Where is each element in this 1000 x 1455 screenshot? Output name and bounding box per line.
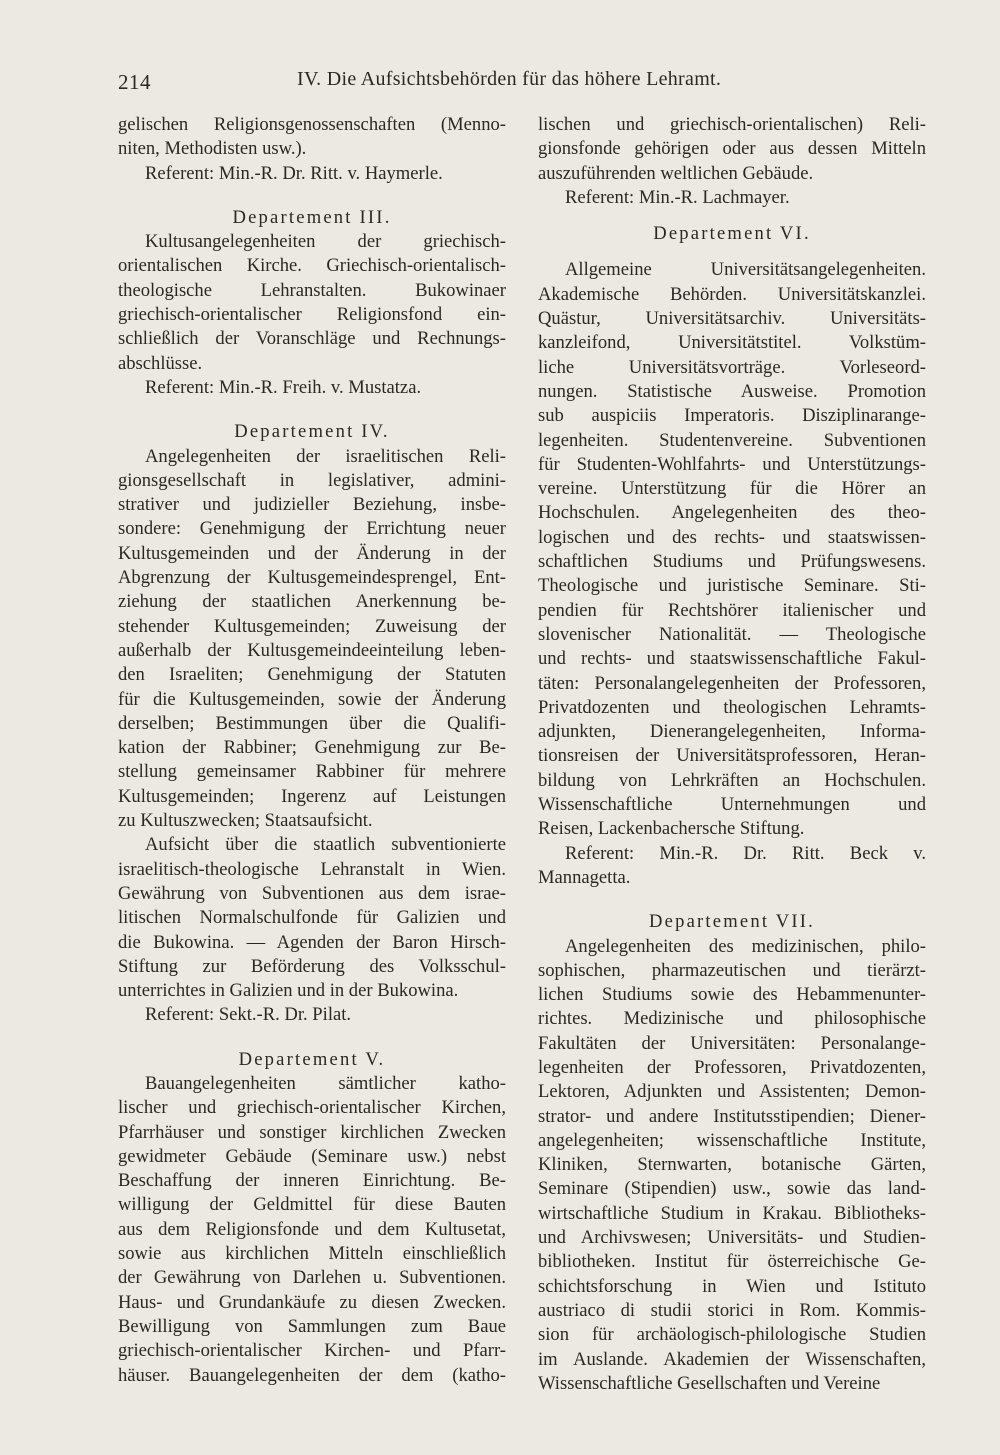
text-line: täten: Personalangelegenheiten der Professoren, xyxy=(538,672,926,694)
text-line: Akademische Behörden. Universitätskanzlei. xyxy=(538,283,926,305)
text-line: für Studenten-Wohlfahrts- und Unterstützungs- xyxy=(538,453,926,475)
text-line: vereine. Unterstützung für die Hörer an xyxy=(538,478,926,500)
text-line: Fakultäten der Universitäten: Personalange- xyxy=(538,1032,926,1054)
text-line: kation der Rabbiner; Genehmigung zur Be- xyxy=(118,737,506,759)
text-line: litischen Normalschulfonde für Galizien und xyxy=(118,907,506,929)
text-line: außerhalb der Kultusgemeindeeinteilung leben- xyxy=(118,639,506,661)
text-line: Theologische und juristische Seminare. Sti- xyxy=(538,575,926,597)
text-line: Reisen, Lackenbachersche Stiftung. xyxy=(538,818,805,840)
text-line: Seminare (Stipendien) usw., sowie das land- xyxy=(538,1178,926,1200)
text-line: tionsreisen der Universitätsprofessoren, Heran- xyxy=(538,745,926,767)
text-line: für die Kultusgemeinden, sowie der Änderung xyxy=(118,688,506,710)
text-line: Wissenschaftliche Gesellschaften und Vereine xyxy=(538,1372,881,1394)
text-line: unterrichtes in Galizien und in der Bukowina. xyxy=(118,980,459,1002)
text-line: stellung gemeinsamer Rabbiner für mehrere xyxy=(118,761,506,783)
text-line: gionsfonde gehörigen oder aus dessen Mitteln xyxy=(538,138,926,160)
text-line: Aufsicht über die staatlich subventionierte xyxy=(145,834,506,856)
left-column xyxy=(118,113,506,1388)
text-line: schließlich der Voranschläge und Rechnungs- xyxy=(118,328,506,350)
referent-line: Referent: Min.-R. Lachmayer. xyxy=(565,186,790,208)
text-line: slovenischer Nationalität. — Theologische xyxy=(538,623,926,645)
text-line: derselben; Bestimmungen über die Qualifi- xyxy=(118,712,506,734)
text-line: Angelegenheiten des medizinischen, philo- xyxy=(565,935,926,957)
text-line: lischen und griechisch-orientalischen) Reli- xyxy=(538,114,926,135)
text-line: israelitisch-theologische Lehranstalt in Wien. xyxy=(118,858,506,880)
text-line: zu Kultuszwecken; Staatsaufsicht. xyxy=(118,810,373,832)
referent-line: Referent: Min.-R. Freih. v. Mustatza. xyxy=(145,376,422,398)
referent-line: Referent: Min.-R. Dr. Ritt. v. Haymerle. xyxy=(145,162,443,184)
text-line: Angelegenheiten der israelitischen Reli- xyxy=(145,445,506,467)
text-line: stehender Kultusgemeinden; Zuweisung der xyxy=(118,615,506,637)
text-line: und rechts- und staatswissenschaftliche Fakul- xyxy=(538,648,926,670)
text-line: gewidmeter Gebäude (Seminare usw.) nebst xyxy=(118,1145,506,1167)
text-line: Pfarrhäuser und sonstiger kirchlichen Zwecken xyxy=(118,1121,506,1143)
text-line: schichtsforschung in Wien und Istituto xyxy=(538,1275,926,1297)
text-line: Gewährung von Subventionen aus dem israe- xyxy=(118,882,506,904)
text-line: sowie aus kirchlichen Mitteln einschließlich xyxy=(118,1243,506,1265)
text-line: griechisch-orientalischer Religionsfond ein- xyxy=(118,304,506,326)
text-line: Hochschulen. Angelegenheiten des theo- xyxy=(538,502,926,524)
text-line: liche Universitätsvorträge. Vorleseord- xyxy=(538,356,926,378)
text-line: die Bukowina. — Agenden der Baron Hirsch- xyxy=(118,931,506,953)
text-line: abschlüsse. xyxy=(118,352,203,374)
text-line: gelischen Religionsgenossenschaften (Menno- xyxy=(118,114,506,135)
text-line: schaftlichen Studiums und Prüfungswesens. xyxy=(538,551,926,573)
text-line: den Israeliten; Genehmigung der Statuten xyxy=(118,664,506,686)
text-line: theologische Lehranstalten. Bukowinaer xyxy=(118,279,506,301)
text-line: strator- und andere Institutsstipendien; Diener- xyxy=(538,1105,926,1127)
text-line: aus dem Religionsfonde und dem Kultusetat, xyxy=(118,1218,506,1240)
text-line: strativer und judizieller Beziehung, insbe- xyxy=(118,494,506,516)
text-line: bildung von Lehrkräften an Hochschulen. xyxy=(538,769,926,791)
text-line: gionsgesellschaft in legislativer, admini- xyxy=(118,469,506,491)
text-line: auszuführenden weltlichen Gebäude. xyxy=(538,162,814,184)
text-line: nungen. Statistische Ausweise. Promotion xyxy=(538,380,926,402)
text-line: adjunkten, Dienerangelegenheiten, Informa- xyxy=(538,721,926,743)
text-line: sub auspiciis Imperatoris. Disziplinarange- xyxy=(538,405,926,427)
text-line: Allgemeine Universitätsangelegenheiten. xyxy=(565,259,926,281)
text-line: häuser. Bauangelegenheiten der dem (katho- xyxy=(118,1364,506,1386)
text-line: Bauangelegenheiten sämtlicher katho- xyxy=(145,1072,506,1094)
text-line: kanzleifond, Universitätstitel. Volkstüm- xyxy=(538,332,926,354)
text-line: bibliotheken. Institut für österreichische Ge- xyxy=(538,1251,926,1273)
text-line: Beschaffung der inneren Einrichtung. Be- xyxy=(118,1170,506,1192)
text-line: griechisch-orientalischer Kirchen- und Pfarr- xyxy=(118,1340,506,1362)
text-line: Haus- und Grundankäufe zu diesen Zwecken. xyxy=(118,1291,506,1313)
referent-line: Mannagetta. xyxy=(538,866,631,888)
text-line: legenheiten. Studentenvereine. Subventionen xyxy=(538,429,926,451)
text-line: Stiftung zur Beförderung des Volksschul- xyxy=(118,955,506,977)
right-column xyxy=(538,113,926,1396)
text-line: Privatdozenten und theologischen Lehramts- xyxy=(538,696,926,718)
text-line: Kultusgemeinden; Ingerenz auf Leistungen xyxy=(118,785,506,807)
text-line: logischen und des rechts- und staatswissen- xyxy=(538,526,926,548)
text-line: Lektoren, Adjunkten und Assistenten; Demon- xyxy=(538,1081,926,1103)
text-line: der Gewährung von Darlehen u. Subventionen. xyxy=(118,1267,506,1289)
section-heading: Departement VI. xyxy=(653,223,811,245)
text-line: und Archivswesen; Universitäts- und Studien- xyxy=(538,1227,926,1249)
text-line: lischer und griechisch-orientalischer Kirchen, xyxy=(118,1097,506,1119)
section-heading: Departement V. xyxy=(238,1048,386,1070)
text-line: Bewilligung von Sammlungen zum Baue xyxy=(118,1315,506,1337)
text-line: Kliniken, Sternwarten, botanische Gärten, xyxy=(538,1154,926,1176)
text-line: richtes. Medizinische und philosophische xyxy=(538,1008,926,1030)
text-line: Abgrenzung der Kultusgemeindesprengel, Ent- xyxy=(118,567,506,589)
section-heading: Departement VII. xyxy=(649,911,815,933)
text-line: sophischen, pharmazeutischen und tierärzt- xyxy=(538,959,926,981)
text-line: wirtschaftliche Studium in Krakau. Bibliotheks- xyxy=(538,1202,926,1224)
text-line: Wissenschaftliche Unternehmungen und xyxy=(538,794,926,816)
text-line: lichen Studiums sowie des Hebammenunter- xyxy=(538,984,926,1006)
text-line: angelegenheiten; wissenschaftliche Institute, xyxy=(538,1129,926,1151)
text-line: sondere: Genehmigung der Errichtung neuer xyxy=(118,518,506,540)
section-heading: Departement IV. xyxy=(234,421,390,443)
text-line: sion für archäologisch-philologische Studien xyxy=(538,1324,926,1346)
text-line: Quästur, Universitätsarchiv. Universitäts- xyxy=(538,308,926,330)
text-line: ziehung der staatlichen Anerkennung be- xyxy=(118,591,506,613)
running-head: IV. Die Aufsichtsbehörden für das höhere Lehramt. xyxy=(297,68,722,90)
text-line: willigung der Geldmittel für diese Bauten xyxy=(118,1194,506,1216)
page-number: 214 xyxy=(118,70,151,94)
text-line: im Auslande. Akademien der Wissenschaften, xyxy=(538,1348,926,1370)
text-line: Kultusgemeinden und der Änderung in der xyxy=(118,542,506,564)
referent-line: Referent: Min.-R. Dr. Ritt. Beck v. xyxy=(565,842,926,864)
text-line: orientalischen Kirche. Griechisch-orientalisch- xyxy=(118,255,506,277)
text-line: niten, Methodisten usw.). xyxy=(118,138,307,160)
text-line: austriaco di studii storici in Rom. Kommis- xyxy=(538,1299,926,1321)
text-line: Kultusangelegenheiten der griechisch- xyxy=(145,231,506,253)
section-heading: Departement III. xyxy=(232,206,392,228)
text-line: legenheiten der Professoren, Privatdozenten, xyxy=(538,1056,926,1078)
referent-line: Referent: Sekt.-R. Dr. Pilat. xyxy=(145,1004,352,1026)
text-line: pendien für Rechtshörer italienischer und xyxy=(538,599,926,621)
